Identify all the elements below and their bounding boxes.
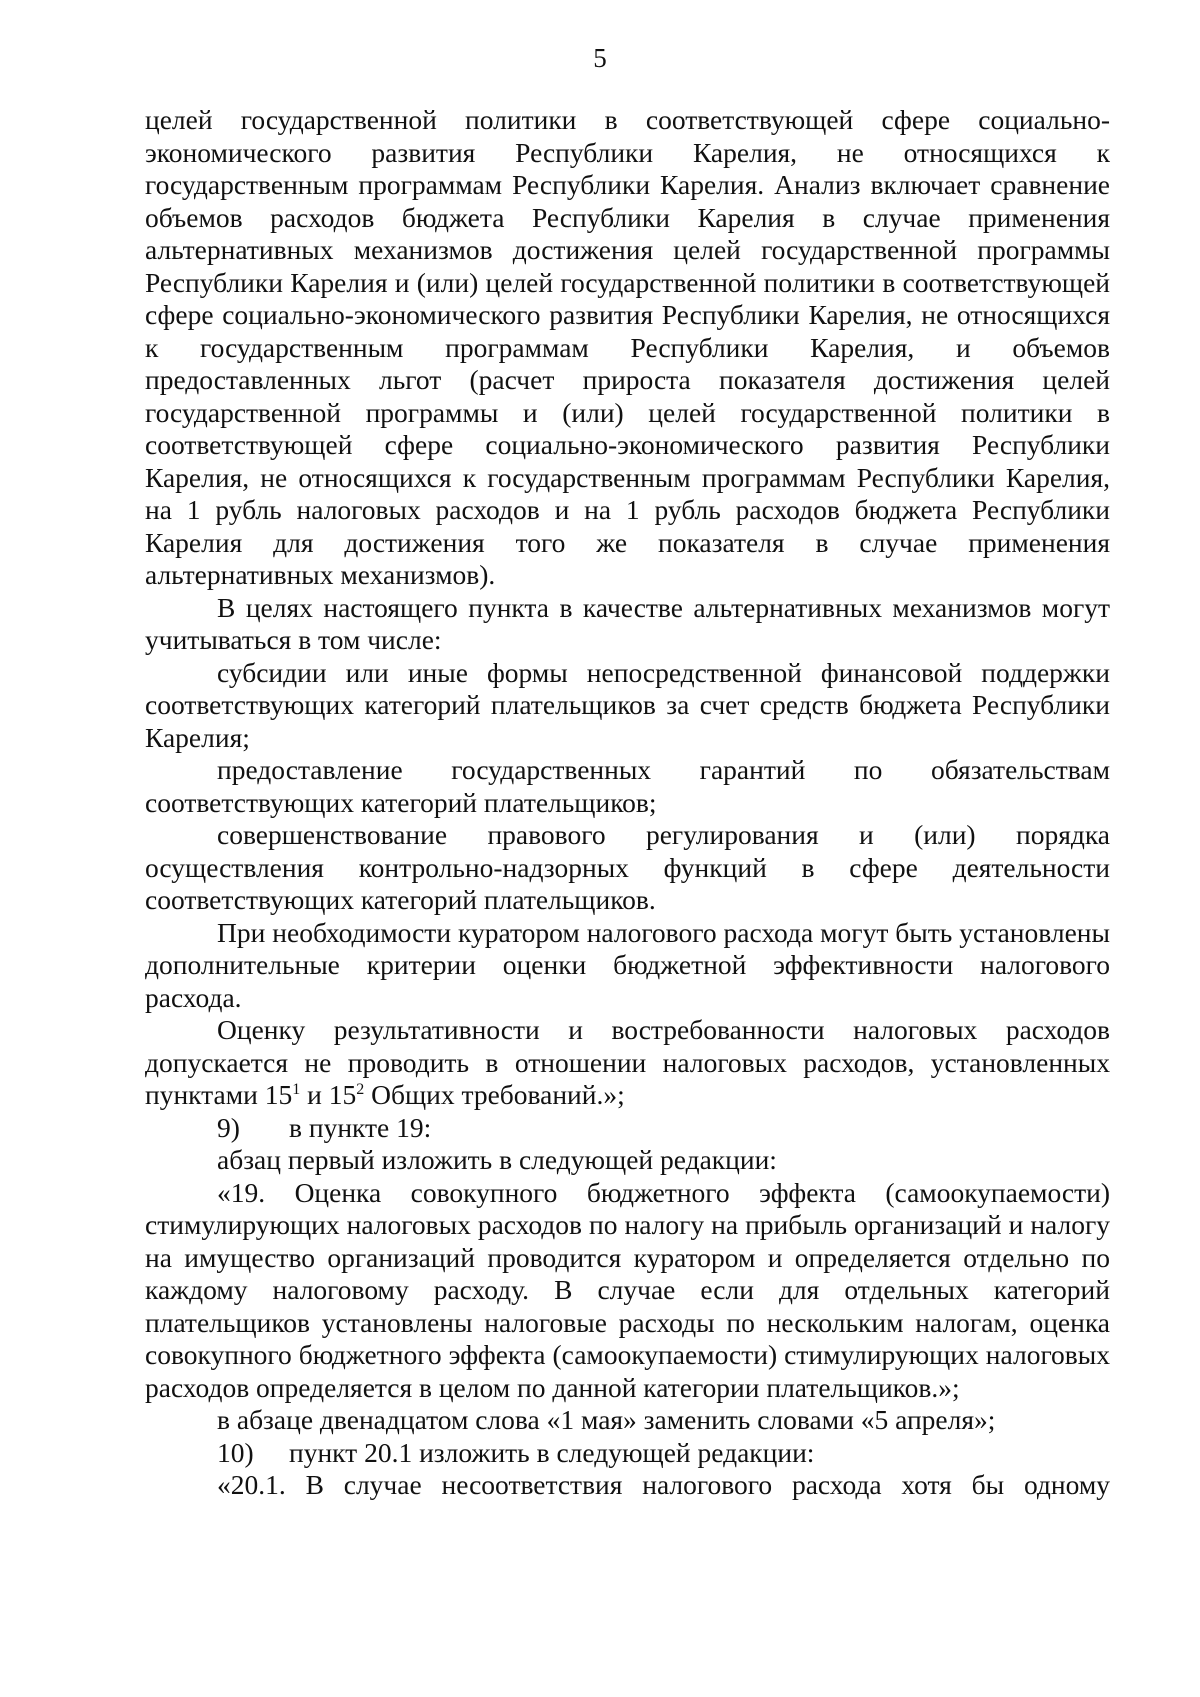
paragraph-effectiveness-assessment	[145, 1014, 1110, 1112]
paragraph-text: Оценку результативности и востребованности налоговых расходов допускается не проводить в отношении налоговых расходов, установленных пунктами 15	[145, 1014, 1110, 1110]
paragraph-additional-criteria: При необходимости куратором налогового расхода могут быть установлены дополнительные критерии оценки бюджетной эффективности налогового расхода.	[145, 916, 1110, 1013]
document-body	[145, 104, 1110, 1502]
page-number: 5	[593, 43, 607, 73]
paragraph-guarantees: предоставление государственных гарантий по обязательствам соответствующих категорий плательщиков;	[145, 754, 1110, 818]
paragraph-point-20-1: «20.1. В случае несоответствия налогового расхода хотя бы одному	[217, 1469, 1110, 1500]
list-item-text: в пункте 19:	[289, 1111, 432, 1143]
paragraph-point-19: «19. Оценка совокупного бюджетного эффекта (самоокупаемости) стимулирующих налоговых расходов по налогу на прибыль организаций и налогу на имущество организаций проводится куратором и определяется отдельно по каждому налоговому расходу. В случае если для отдельных категорий плательщиков установлены налоговые расходы по нескольким налогам, оценка совокупного бюджетного эффекта (самоокупаемости) стимулирующих налоговых расходов определяется в целом по данной категории плательщиков.»;	[145, 1176, 1110, 1403]
superscript: 1	[292, 1080, 301, 1098]
list-item-number: 9)	[217, 1111, 240, 1143]
paragraph-regulation: совершенствование правового регулирования и (или) порядка осуществления контрольно-надзорных функций в сфере деятельности соответствующих категорий плательщиков.	[145, 819, 1110, 915]
paragraph-subsidies: субсидии или иные формы непосредственной финансовой поддержки соответствующих категорий плательщиков за счет средств бюджета Республики Карелия;	[145, 656, 1110, 753]
superscript: 2	[356, 1080, 365, 1098]
paragraph-abzac-twelve: в абзаце двенадцатом слова «1 мая» заменить словами «5 апреля»;	[217, 1404, 996, 1435]
paragraph-first-abzac: абзац первый изложить в следующей редакции:	[217, 1144, 777, 1175]
list-item-text: пункт 20.1 изложить в следующей редакции:	[289, 1436, 815, 1468]
paragraph-analysis-continuation: целей государственной политики в соответствующей сфере социально-экономического развития Республики Карелия, не относящихся к государственным программам Республики Карелия. Анализ включает сравнение объемов расходов бюджета Республики Карелия в случае применения альтернативных механизмов достижения целей государственной программы Республики Карелия и (или) целей государственной политики в соответствующей сфере социально-экономического развития Республики Карелия, не относящихся к государственным программам Республики Карелия, и объемов предоставленных льгот (расчет прироста показателя достижения целей государственной программы и (или) целей государственной политики в соответствующей сфере социально-экономического развития Республики Карелия, не относящихся к государственным программам Республики Карелия, на 1 рубль налоговых расходов и на 1 рубль расходов бюджета Республики Карелия для достижения того же показателя в случае применения альтернативных механизмов).	[145, 104, 1110, 590]
paragraph-alternative-mechanisms: В целях настоящего пункта в качестве альтернативных механизмов могут учитываться в том числе:	[145, 591, 1110, 655]
list-item-number: 10)	[217, 1436, 254, 1468]
paragraph-text: и 15	[300, 1079, 357, 1110]
list-item-10	[145, 1437, 1110, 1470]
list-item-9	[145, 1112, 1110, 1145]
paragraph-text: Общих требований.»;	[364, 1079, 625, 1110]
